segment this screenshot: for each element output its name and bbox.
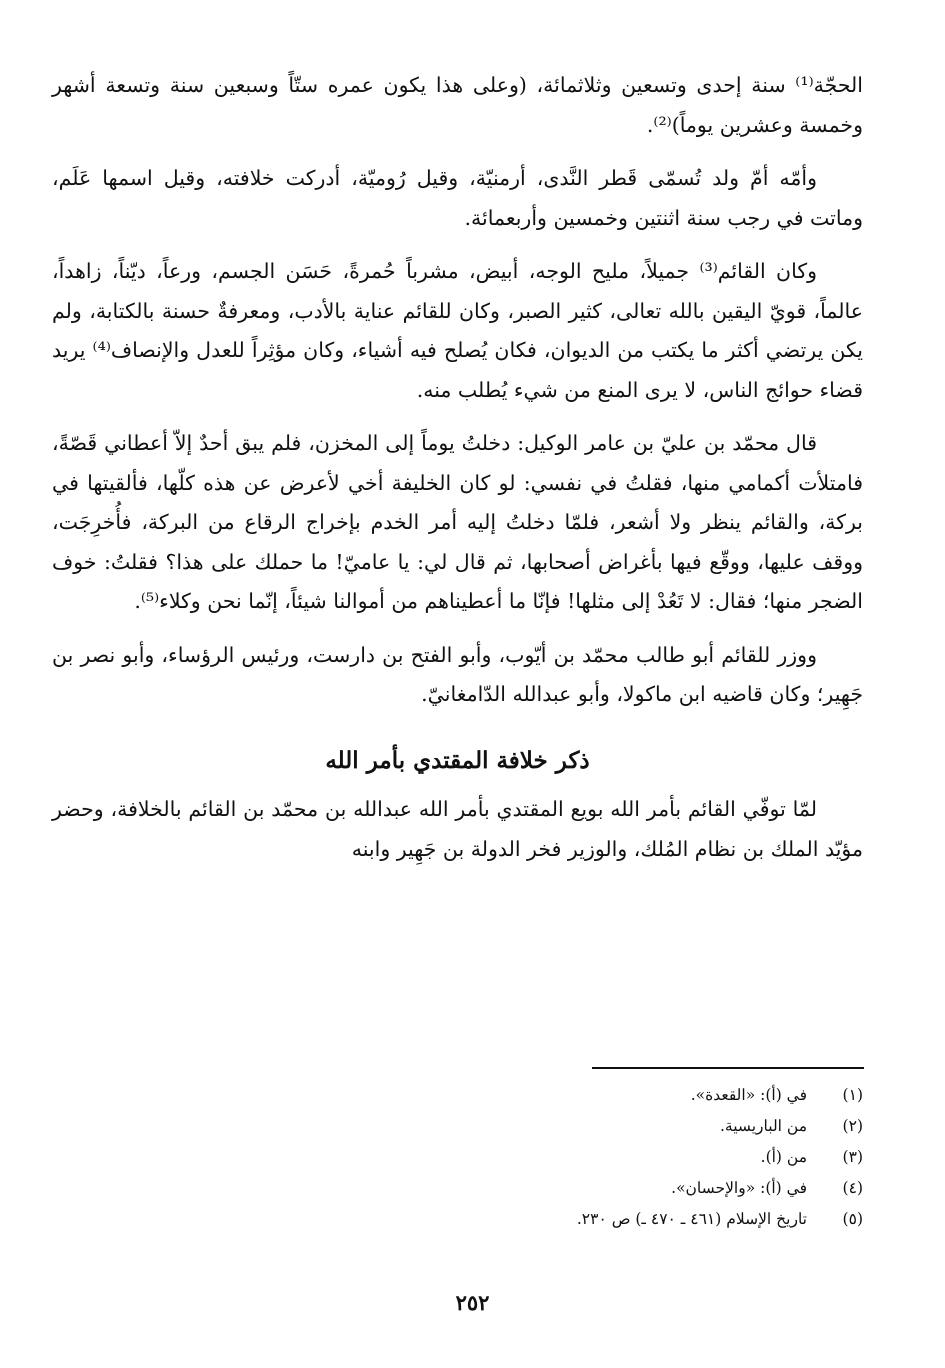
footnote-2 bbox=[383, 1111, 863, 1142]
main-text bbox=[52, 66, 863, 883]
paragraph-6: لمّا توفّي القائم بأمر الله بويع المقتدي بأمر الله عبدالله بن محمّد بن القائم بالخلافة، وحضر مؤيّد الملك بن نظام المُلك، والوزير فخر الدولة بن جَهِير وابنه bbox=[52, 797, 863, 861]
footnote-number: (٥) bbox=[842, 1210, 863, 1228]
footnote-1 bbox=[383, 1080, 863, 1111]
paragraph-2: وأمّه أمّ ولد تُسمّى قَطر النَّدى، أرمنيّة، وقيل رُوميّة، أدركت خلافته، وقيل اسمها عَلَم، وماتت في رجب سنة اثنتين وخمسين وأربعمائة. bbox=[52, 166, 863, 230]
footnotes bbox=[383, 1080, 863, 1235]
section-heading: ذكر خلافة المقتدي بأمر الله bbox=[325, 746, 590, 774]
footnote-text: من الباريسية. bbox=[720, 1117, 807, 1135]
footnote-text: في (أ): «القعدة». bbox=[690, 1086, 807, 1104]
footnote-number: (٤) bbox=[842, 1179, 863, 1197]
footnote-text: في (أ): «والإحسان». bbox=[671, 1179, 807, 1197]
page-number: ٢٥٢ bbox=[455, 1290, 490, 1315]
footnote-4 bbox=[383, 1173, 863, 1204]
footnote-3 bbox=[383, 1142, 863, 1173]
footnote-number: (١) bbox=[842, 1086, 863, 1104]
footnote-text: من (أ). bbox=[760, 1148, 807, 1166]
footnote-number: (٢) bbox=[842, 1117, 863, 1135]
footnote-5 bbox=[383, 1204, 863, 1235]
paragraph-1: الحجّة⁽¹⁾ سنة إحدى وتسعين وثلاثمائة، (وعلى هذا يكون عمره ستّاً وسبعين سنة وتسعة أشهر وخمسة وعشرين يوماً)⁽²⁾. bbox=[52, 73, 863, 137]
footnote-text: تاريخ الإسلام (٤٦١ ـ ٤٧٠ ـ) ص ٢٣٠. bbox=[576, 1210, 807, 1228]
footnote-number: (٣) bbox=[842, 1148, 863, 1166]
paragraph-4: قال محمّد بن عليّ بن عامر الوكيل: دخلتُ يوماً إلى المخزن، فلم يبق أحدٌ إلاّ أعطاني قَصّةً، فامتلأت أكمامي منها، فقلتُ في نفسي: لو كان الخليفة أخي لأعرض عن هذه كلّها، فألقيتها في بركة، والقائم ينظر ولا أشعر، فلمّا دخلتُ إليه أمر الخدم بإخراج الرقاع من البركة، فأُخرِجَت، ووقف عليها، ووقّع فيها بأغراض أصحابها، ثم قال لي: يا عاميّ! ما حملك على هذا؟ فقلتُ: خوف الضجر منها؛ فقال: لا تَعُدْ إلى مثلها! فإنّا ما أعطيناهم من أموالنا شيئاً، إنّما نحن وكلاء⁽⁵⁾. bbox=[52, 431, 863, 613]
paragraph-5: ووزر للقائم أبو طالب محمّد بن أيّوب، وأبو الفتح بن دارست، ورئيس الرؤساء، وأبو نصر بن جَهِير؛ وكان قاضيه ابن ماكولا، وأبو عبدالله الدّامغانيّ. bbox=[52, 642, 863, 706]
paragraph-3: وكان القائم⁽³⁾ جميلاً، مليح الوجه، أبيض، مشرباً حُمرةً، حَسَن الجسم، ورعاً، ديّناً، زاهداً، عالماً، قويّ اليقين بالله تعالى، كثير الصبر، وكان للقائم عناية بالأدب، ومعرفةٌ حسنة بالكتابة، ولم يكن يرتضي أكثر ما يكتب من الديوان، فكان يُصلح فيه أشياء، وكان مؤثِراً للعدل والإنصاف⁽⁴⁾ يريد قضاء حوائج الناس، لا يرى المنع من شيء يُطلب منه. bbox=[52, 259, 863, 402]
footnote-divider bbox=[592, 1067, 864, 1069]
